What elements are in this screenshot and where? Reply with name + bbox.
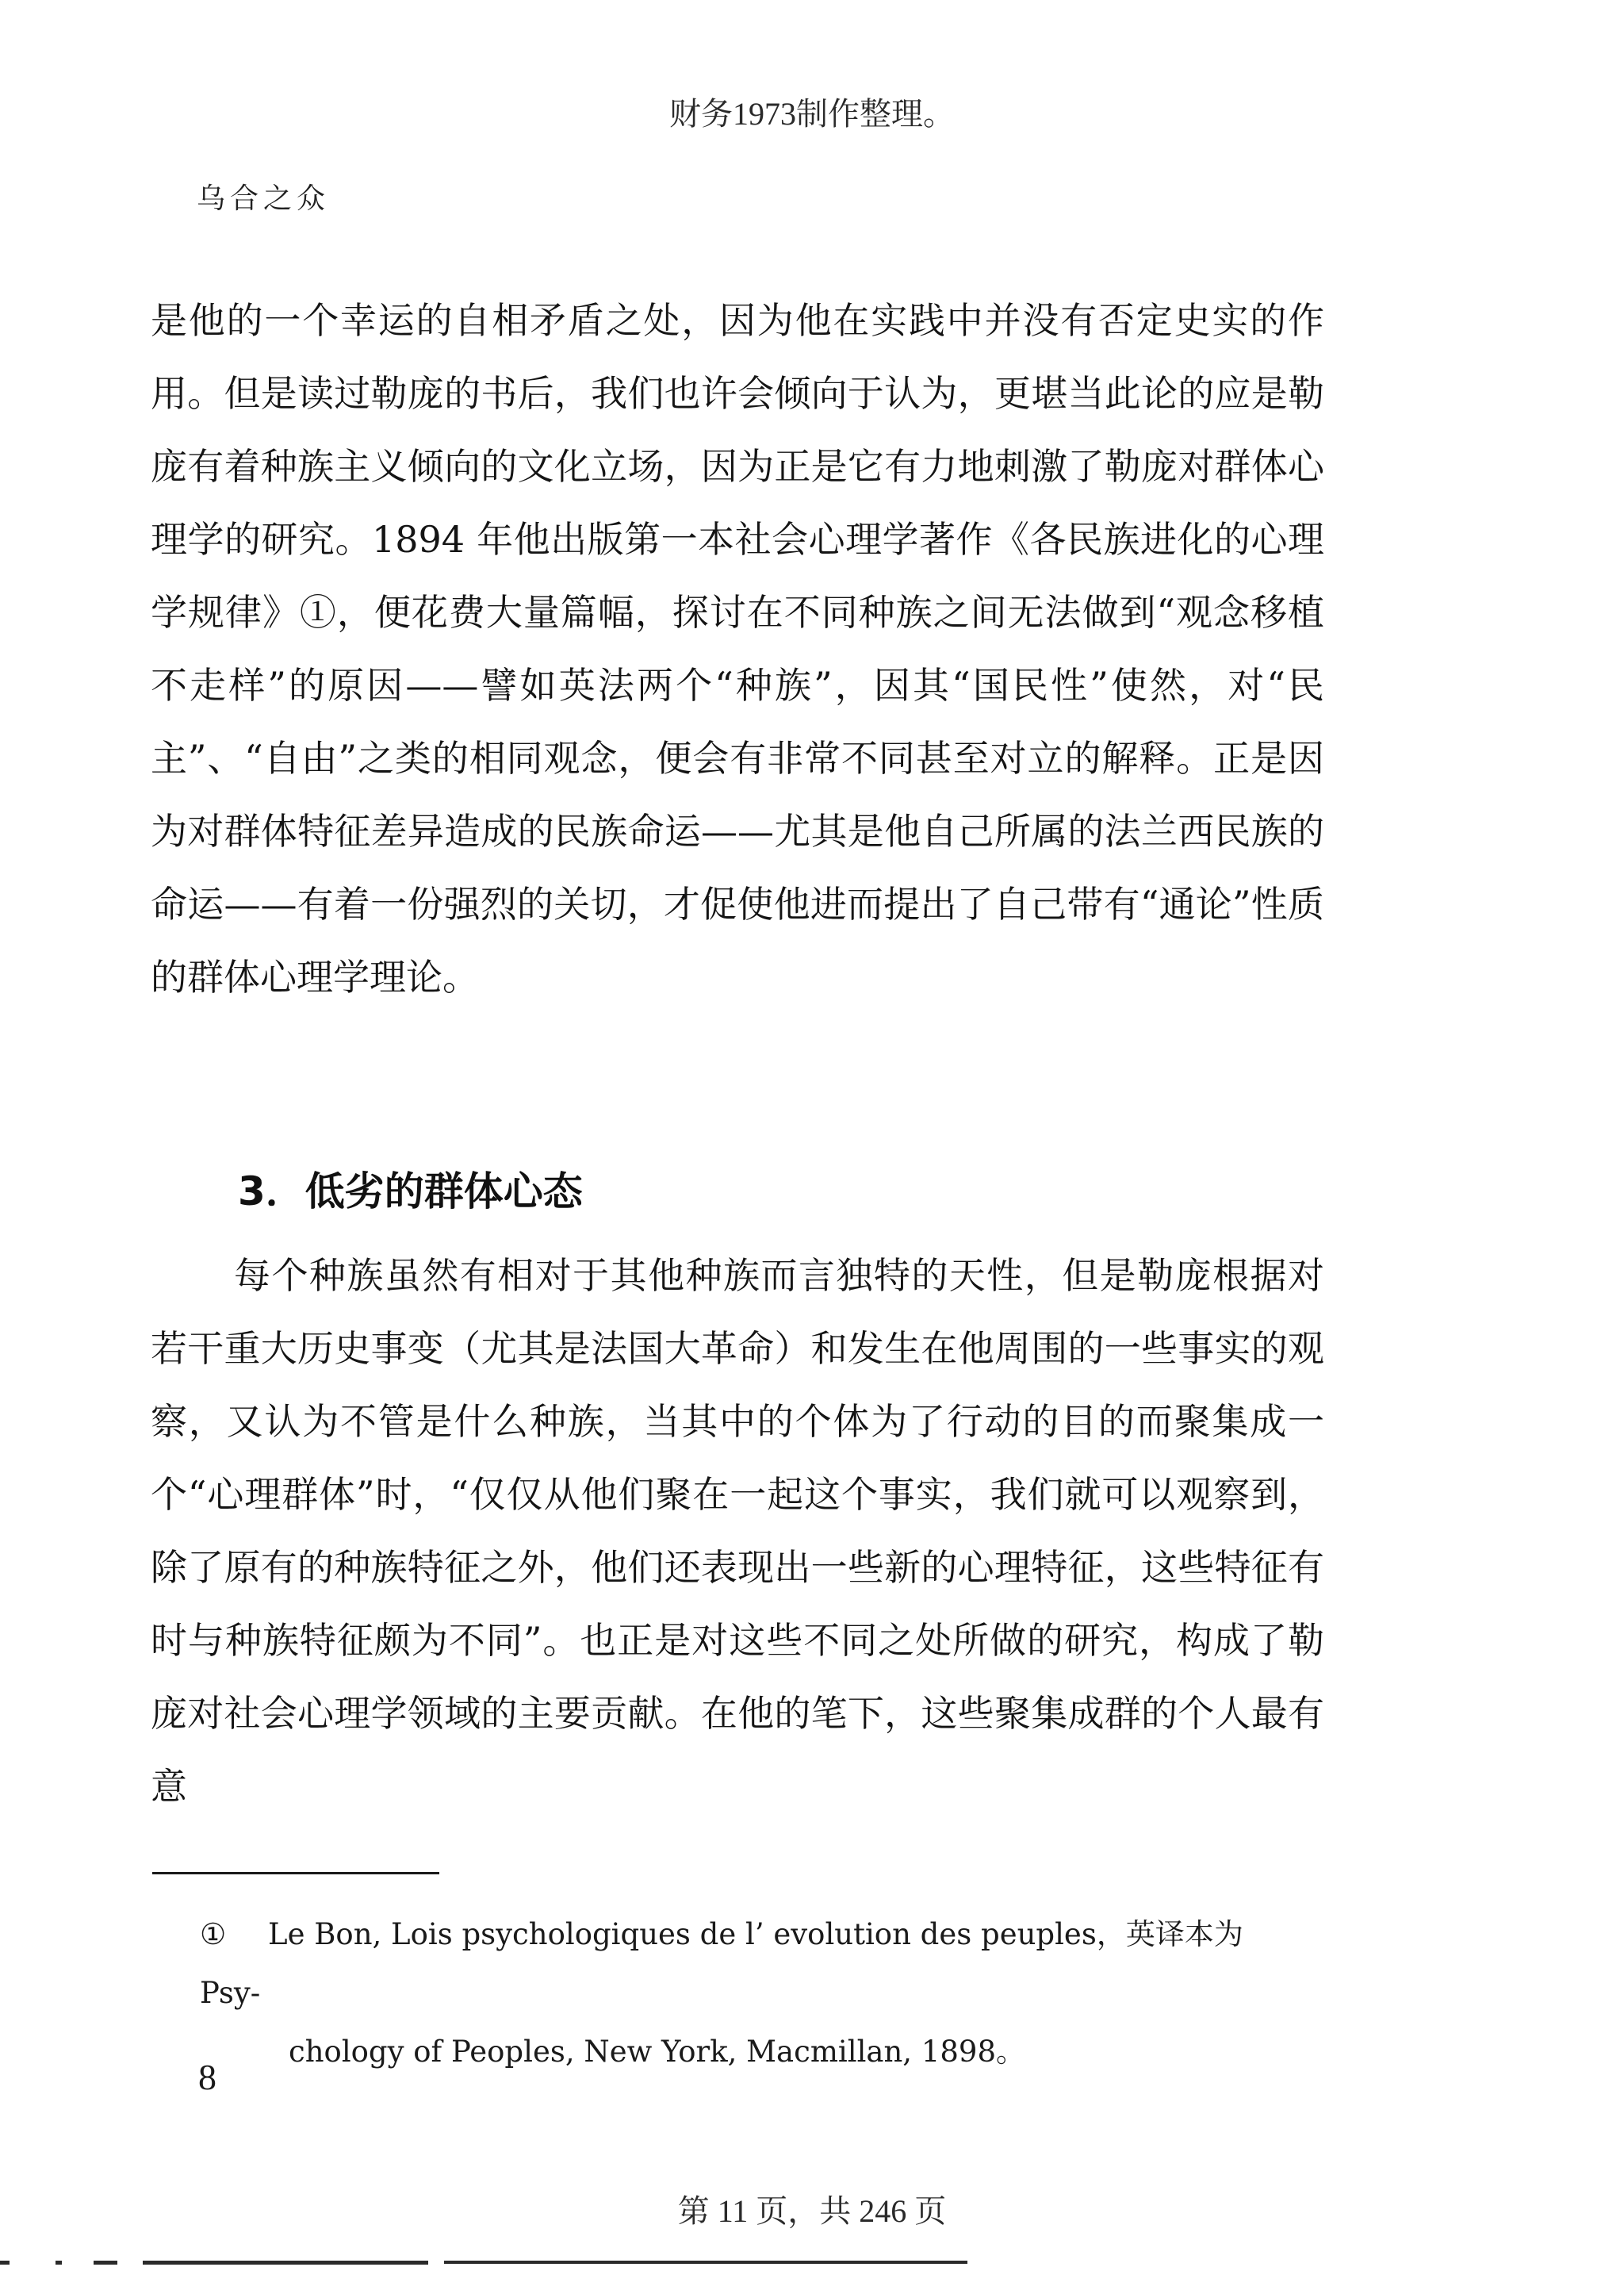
section-heading: 3．低劣的群体心态 [238, 1168, 583, 1214]
footnote-divider [152, 1872, 439, 1874]
footnote [200, 1905, 1310, 2081]
body-paragraph: 是他的一个幸运的自相矛盾之处，因为他在实践中并没有否定史实的作用。但是读过勒庞的书后，我们也许会倾向于认为，更堪当此论的应是勒庞有着种族主义倾向的文化立场，因为正是它有力地刺激了勒庞对群体心理学的研究。1894 年他出版第一本社会心理学著作《各民族进化的心理学规律》①，便花费大量篇幅，探讨在不同种族之间无法做到“观念移植不走样”的原因——譬如英法两个“种族”，因其“国民性”使然，对“民主”、“自由”之类的相同观念，便会有非常不同甚至对立的解释。正是因为对群体特征差异造成的民族命运——尤其是他自己所属的法兰西民族的命运——有着一份强烈的关切，才促使他进而提出了自己带有“通论”性质的群体心理学理论。 [151, 299, 1324, 999]
footnote-marker: ① [200, 1917, 227, 1951]
scan-edge-artifact [0, 2261, 967, 2267]
footnote-line: chology of Peoples, New York, Macmillan, 1898。 [289, 2035, 1025, 2069]
watermark-text: 财务1973制作整理。 [669, 96, 955, 132]
page-number: 8 [198, 2057, 216, 2097]
page-indicator: 第 11 页，共 246 页 [677, 2193, 947, 2229]
body-paragraph: 每个种族虽然有相对于其他种族而言独特的天性，但是勒庞根据对若干重大历史事变（尤其是法国大革命）和发生在他周围的一些事实的观察，又认为不管是什么种族，当其中的个体为了行动的目的而聚集成一个“心理群体”时，“仅仅从他们聚在一起这个事实，我们就可以观察到，除了原有的种族特征之外，他们还表现出一些新的心理特征，这些特征有时与种族特征颇为不同”。也正是对这些不同之处所做的研究，构成了勒庞对社会心理学领域的主要贡献。在他的笔下，这些聚集成群的个人最有意 [151, 1254, 1324, 1808]
running-head: 乌合之众 [197, 182, 331, 215]
footnote-line: Le Bon, Lois psychologiques de l’ evolution des peuples，英译本为 Psy- [200, 1917, 1243, 2010]
